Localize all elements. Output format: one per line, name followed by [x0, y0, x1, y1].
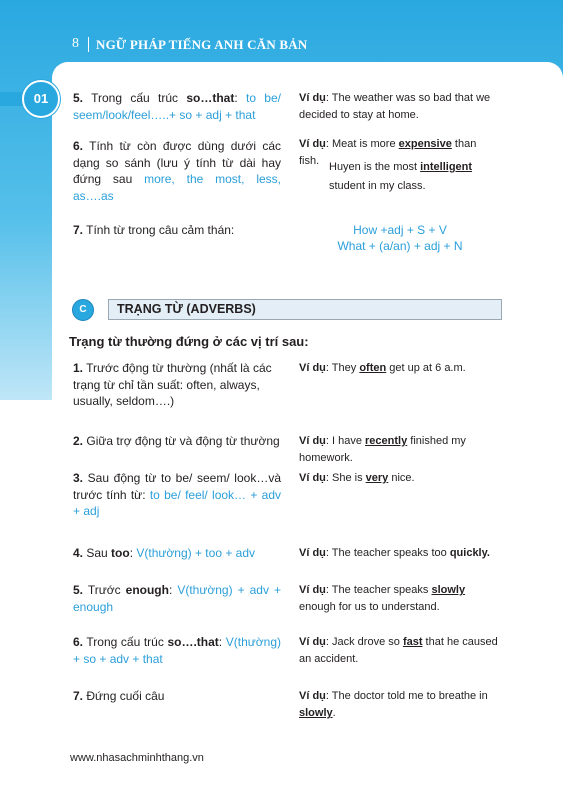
section-badge: C [72, 299, 94, 321]
book-title: NGỮ PHÁP TIẾNG ANH CĂN BẢN [96, 37, 308, 52]
page-header [0, 36, 563, 54]
adv-item-2: 2. Giữa trợ động từ và động từ thường [73, 434, 280, 448]
header-divider [88, 37, 89, 52]
adv-example-3: Ví dụ: She is very nice. [299, 472, 415, 484]
adv-example-2: Ví dụ: I have recently finished my homework. [299, 435, 466, 464]
adv-example-1: Ví dụ: They often get up at 6 a.m. [299, 362, 466, 374]
footer-website: www.nhasachminhthang.vn [70, 752, 204, 764]
adj-example-6: Ví dụ: Meat is more expensive than fish. [299, 138, 477, 167]
formula-what: What + (a/an) + adj + N [337, 239, 463, 253]
adv-example-4: Ví dụ: The teacher speaks too quickly. [299, 547, 490, 559]
chapter-badge: 01 [22, 80, 60, 118]
subtitle: Trạng từ thường đứng ở các vị trí sau: [69, 334, 309, 349]
adj-item-7: 7. Tính từ trong câu cảm thán: [73, 223, 235, 237]
adv-example-5: Ví dụ: The teacher speaks slowly enough for us to understand. [299, 584, 466, 613]
page-number: 8 [72, 36, 79, 51]
section-title: TRẠNG TỪ (ADVERBS) [117, 302, 256, 316]
adv-item-4: 4. Sau too: V(thường) + too + adv [73, 546, 256, 560]
adv-item-7: 7. Đứng cuối câu [73, 689, 165, 703]
adv-item-5: 5. Trước enough: V(thường) + adv + enough [73, 583, 282, 614]
adv-item-1: 1. Trước động từ thường (nhất là các trạng từ chỉ tần suất: often, always, usually, seldom….) [73, 361, 272, 408]
section-title-box [108, 299, 502, 320]
adv-item-3: 3. Sau động từ to be/ seem/ look…và trước tính từ: to be/ feel/ look… + adv + adj [73, 471, 281, 518]
adj-item-5: 5. Trong cấu trúc so…that: to be/ seem/look/feel…..+ so + adj + that [73, 91, 281, 122]
adj-item-6: 6. Tính từ còn được dùng dưới các dạng so sánh (lưu ý tính từ dài hay đứng sau more, the most, less, as….as [73, 139, 281, 203]
adj-example-6b: Huyen is the most intelligent student in my class. [329, 161, 473, 192]
adj-example-5: Ví dụ: The weather was so bad that we decided to stay at home. [299, 92, 491, 121]
adv-item-6: 6. Trong cấu trúc so….that: V(thường) + so + adv + that [73, 635, 281, 666]
formula-how: How +adj + S + V [353, 223, 447, 237]
adv-example-7: Ví dụ: The doctor told me to breathe in slowly. [299, 690, 488, 719]
adv-example-6: Ví dụ: Jack drove so fast that he caused an accident. [299, 636, 498, 665]
